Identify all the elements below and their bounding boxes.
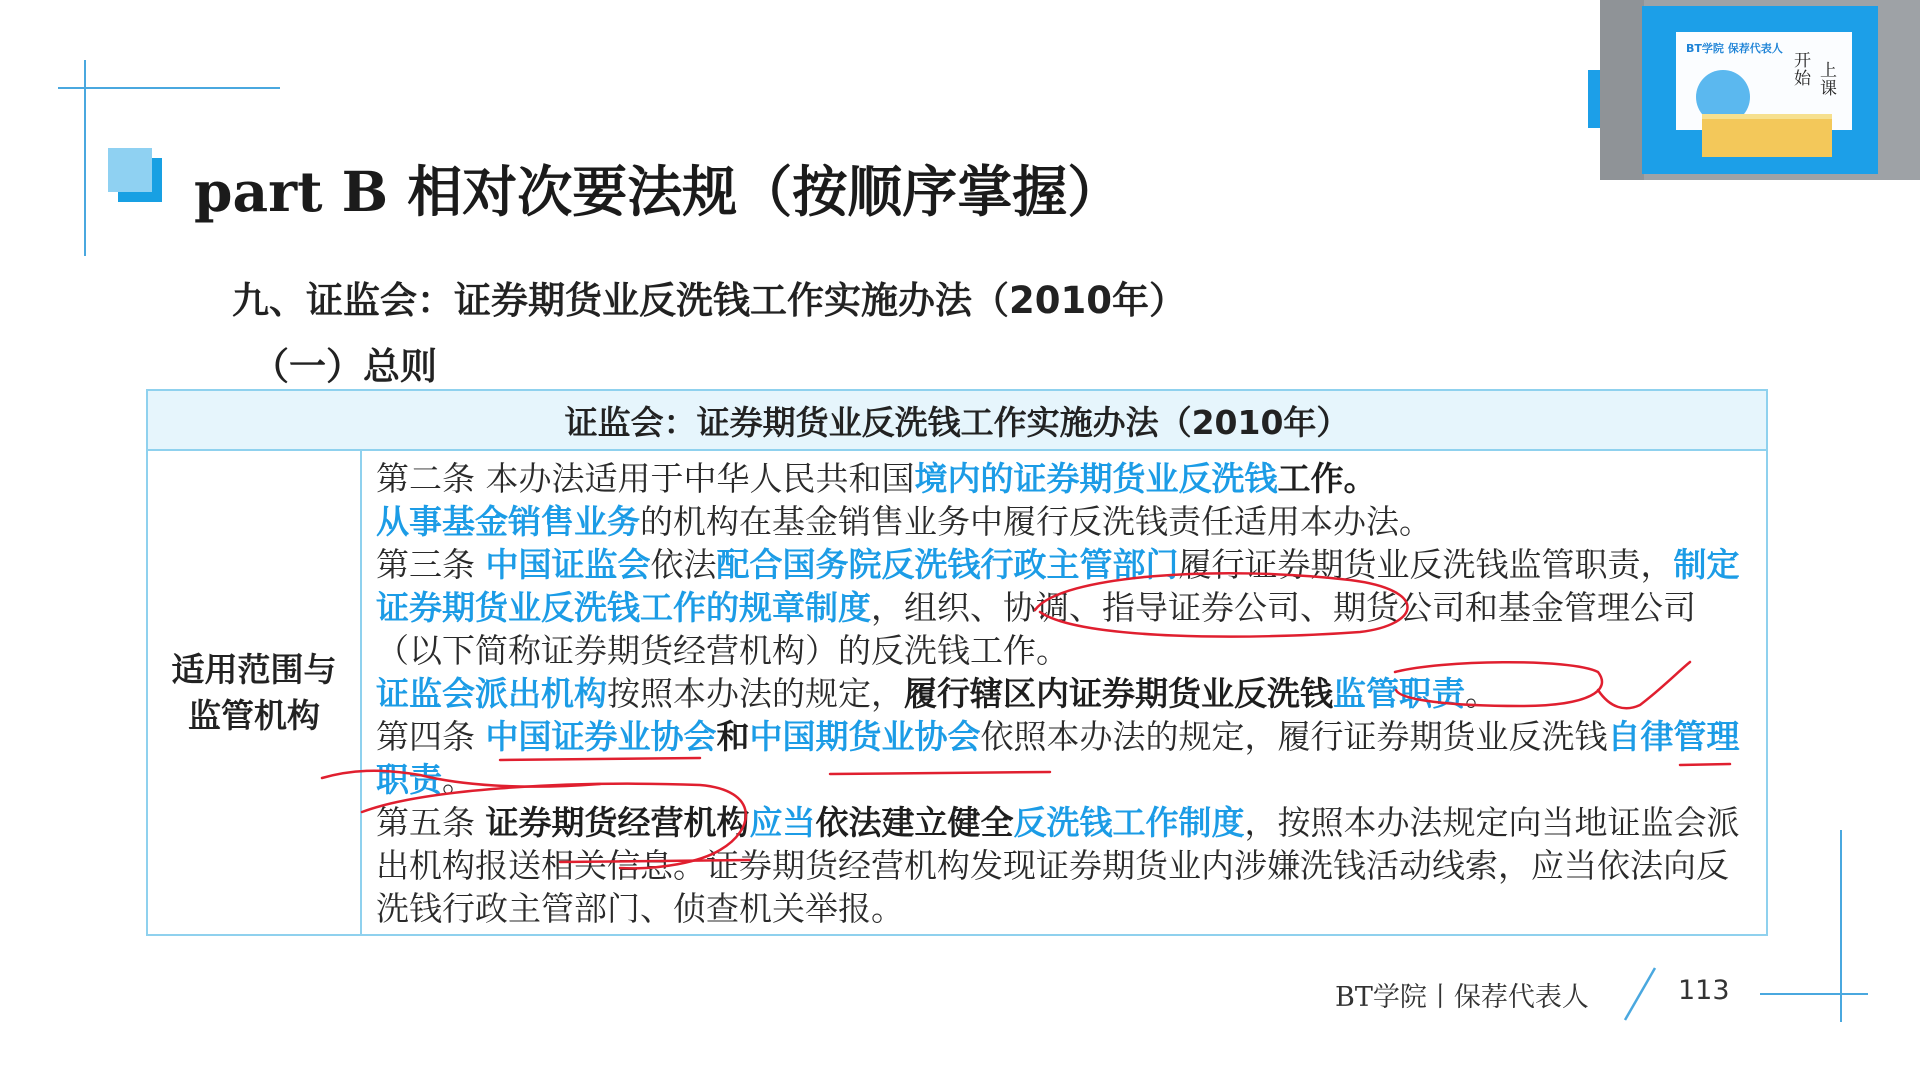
highlight-span: 制定证券期货业反洗钱工作的规章制度 — [376, 545, 1740, 627]
table-title: 证监会：证券期货业反洗钱工作实施办法（2010年） — [148, 391, 1766, 451]
text-span: ，组织、协调、指导证券公司、期货公司和基金管理公司（以下简称证券期货经营机构）的反洗钱工作。 — [376, 588, 1696, 670]
highlight-span: 从事基金销售业务 — [376, 502, 640, 541]
text-span: 第二条 本办法适用于中华人民共和国 — [376, 459, 915, 498]
highlight-span: 反洗钱工作制度 — [1013, 803, 1245, 842]
highlight-span: 配合国务院反洗钱行政主管部门 — [716, 545, 1179, 584]
row-label-line2: 监管机构 — [188, 695, 320, 735]
webcam-logo: BT学院 保荐代表人 — [1686, 42, 1783, 55]
text-span: 。 — [442, 760, 475, 799]
title-square-icon — [108, 148, 160, 200]
webcam-scene — [1642, 6, 1878, 174]
section-heading: 九、证监会：证券期货业反洗钱工作实施办法（2010年） — [232, 279, 1186, 322]
dispatched-agency-paragraph — [376, 672, 1756, 715]
footer-brand: BT学院丨保荐代表人 — [1335, 982, 1589, 1013]
article-2-paragraph — [376, 457, 1756, 500]
bold-span: 依法建立健全 — [815, 803, 1014, 842]
text-span: 依照本办法的规定，履行证券期货业反洗钱 — [980, 717, 1608, 756]
text-span: 按照本办法的规定， — [607, 674, 904, 713]
title-part-cn: 相对次要法规（按顺序掌握） — [407, 160, 1123, 224]
bold-span: 和 — [716, 717, 750, 756]
highlight-span: 境内的证券期货业反洗钱 — [914, 459, 1278, 498]
frame-line-top-left-horizontal — [58, 87, 280, 89]
highlight-span: 中国证券业协会 — [485, 717, 717, 756]
highlight-span: 自律管理职责 — [376, 717, 1740, 799]
fund-sales-paragraph — [376, 500, 1756, 543]
row-label-line1: 适用范围与 — [171, 649, 337, 689]
title-part-en: part B — [194, 159, 408, 224]
text-span: 第三条 — [376, 545, 486, 584]
text-span: 履行证券期货业反洗钱监管职责， — [1178, 545, 1674, 584]
highlight-span: 监管职责 — [1333, 674, 1465, 713]
highlight-span: 证监会派出机构 — [376, 674, 607, 713]
article-3-paragraph — [376, 543, 1756, 672]
highlight-span: 应当 — [749, 803, 816, 842]
page-number: 113 — [1678, 975, 1730, 1006]
law-table — [146, 389, 1768, 936]
board-text-class: 上课 — [1820, 61, 1837, 99]
table-row — [148, 451, 1766, 934]
text-span: 。 — [1465, 674, 1498, 713]
blue-edge-marker — [1588, 70, 1600, 128]
page-title — [194, 148, 1122, 227]
board-text-start: 开始 — [1794, 51, 1811, 89]
text-span: ，按照本办法规定向当地证监会派出机构报送相关信息。证券期货经营机构发现证券期货业内涉嫌洗钱活动线索，应当依法向反洗钱行政主管部门、侦查机关举报。 — [376, 803, 1740, 928]
bold-span: 工作。 — [1277, 459, 1377, 498]
bold-span: 证券期货经营机构 — [485, 803, 750, 842]
highlight-span: 中国期货业协会 — [749, 717, 981, 756]
text-span: 的机构在基金销售业务中履行反洗钱责任适用本办法。 — [640, 502, 1432, 541]
highlight-span: 中国证监会 — [485, 545, 651, 584]
frame-line-bottom-right-horizontal — [1760, 993, 1868, 995]
text-span: 依法 — [650, 545, 717, 584]
webcam-overlay — [1600, 0, 1920, 180]
desk-icon — [1702, 114, 1832, 157]
row-label — [148, 451, 362, 934]
text-span: 第四条 — [376, 717, 486, 756]
article-5-paragraph — [376, 801, 1756, 930]
bold-span: 履行辖区内证券期货业反洗钱 — [904, 674, 1333, 713]
article-4-paragraph — [376, 715, 1756, 801]
frame-line-top-left-vertical — [84, 60, 86, 256]
subsection-heading: （一）总则 — [252, 345, 437, 388]
row-content — [362, 451, 1766, 934]
text-span: 第五条 — [376, 803, 486, 842]
